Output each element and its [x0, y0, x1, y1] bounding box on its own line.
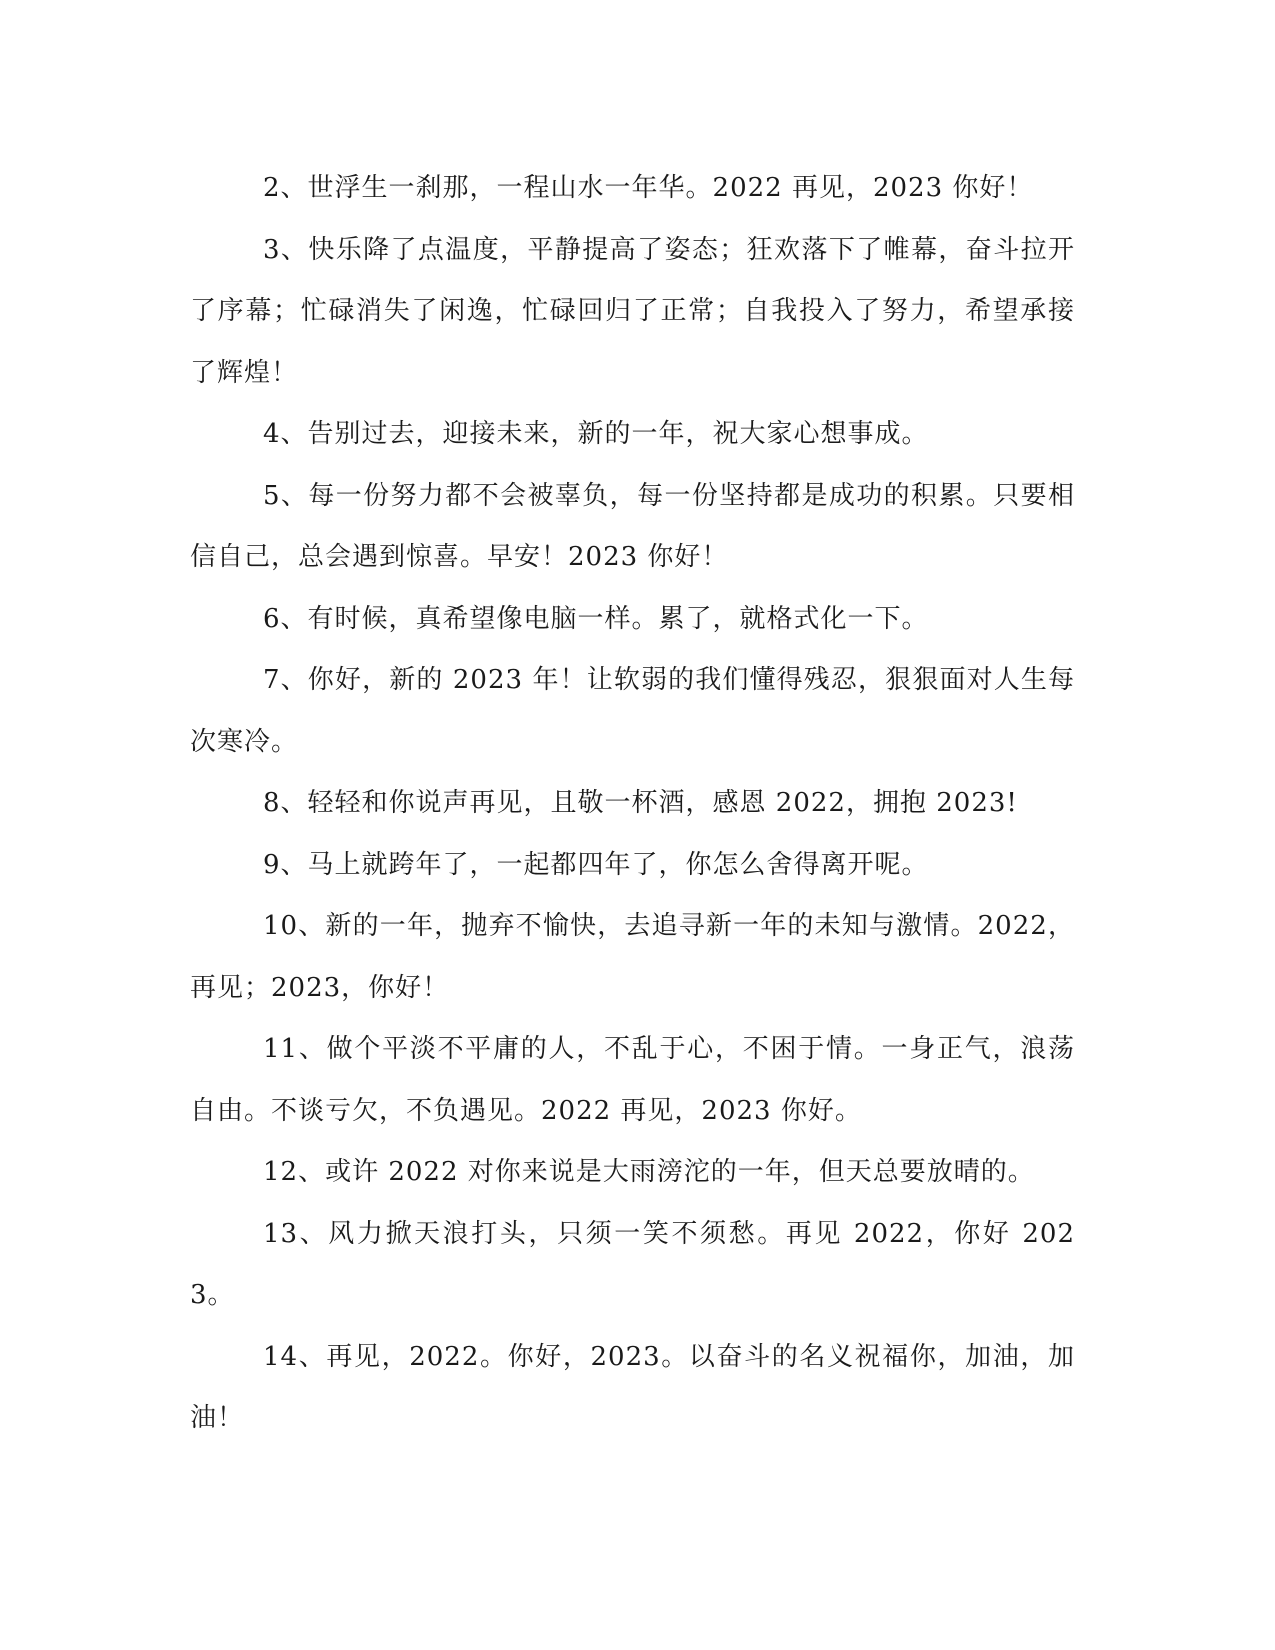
paragraph-12: 12、或许 2022 对你来说是大雨滂沱的一年，但天总要放晴的。	[263, 1157, 1035, 1187]
paragraph-6: 6、有时候，真希望像电脑一样。累了，就格式化一下。	[263, 603, 929, 634]
paragraph-7: 7、你好，新的 2023 年！让软弱的我们懂得残忍，狠狠面对人生每次寒冷。	[190, 665, 1075, 757]
paragraph-11: 11、做个平淡不平庸的人，不乱于心，不困于情。一身正气，浪荡自由。不谈亏欠，不负遇见。2022 再见，2023 你好。	[190, 1034, 1075, 1126]
paragraph-4: 4、告别过去，迎接未来，新的一年，祝大家心想事成。	[263, 419, 929, 449]
paragraph-3: 3、快乐降了点温度，平静提高了姿态；狂欢落下了帷幕，奋斗拉开了序幕；忙碌消失了闲逸，忙碌回归了正常；自我投入了努力，希望承接了辉煌！	[190, 234, 1075, 388]
paragraph-13: 13、风力掀天浪打头，只须一笑不须愁。再见 2022，你好 2023。	[190, 1218, 1075, 1310]
document-body	[190, 158, 1075, 1450]
paragraph-2: 2、世浮生一刹那，一程山水一年华。2022 再见，2023 你好！	[263, 173, 1034, 203]
paragraph-9: 9、马上就跨年了，一起都四年了，你怎么舍得离开呢。	[263, 849, 929, 880]
paragraph-5: 5、每一份努力都不会被辜负，每一份坚持都是成功的积累。只要相信自己，总会遇到惊喜。早安！2023 你好！	[190, 480, 1075, 572]
paragraph-10: 10、新的一年，抛弃不愉快，去追寻新一年的未知与激情。2022，再见；2023，你好！	[190, 911, 1075, 1003]
paragraph-14: 14、再见，2022。你好，2023。以奋斗的名义祝福你，加油，加油！	[190, 1341, 1075, 1433]
paragraph-8: 8、轻轻和你说声再见，且敬一杯酒，感恩 2022，拥抱 2023!	[263, 788, 1018, 818]
